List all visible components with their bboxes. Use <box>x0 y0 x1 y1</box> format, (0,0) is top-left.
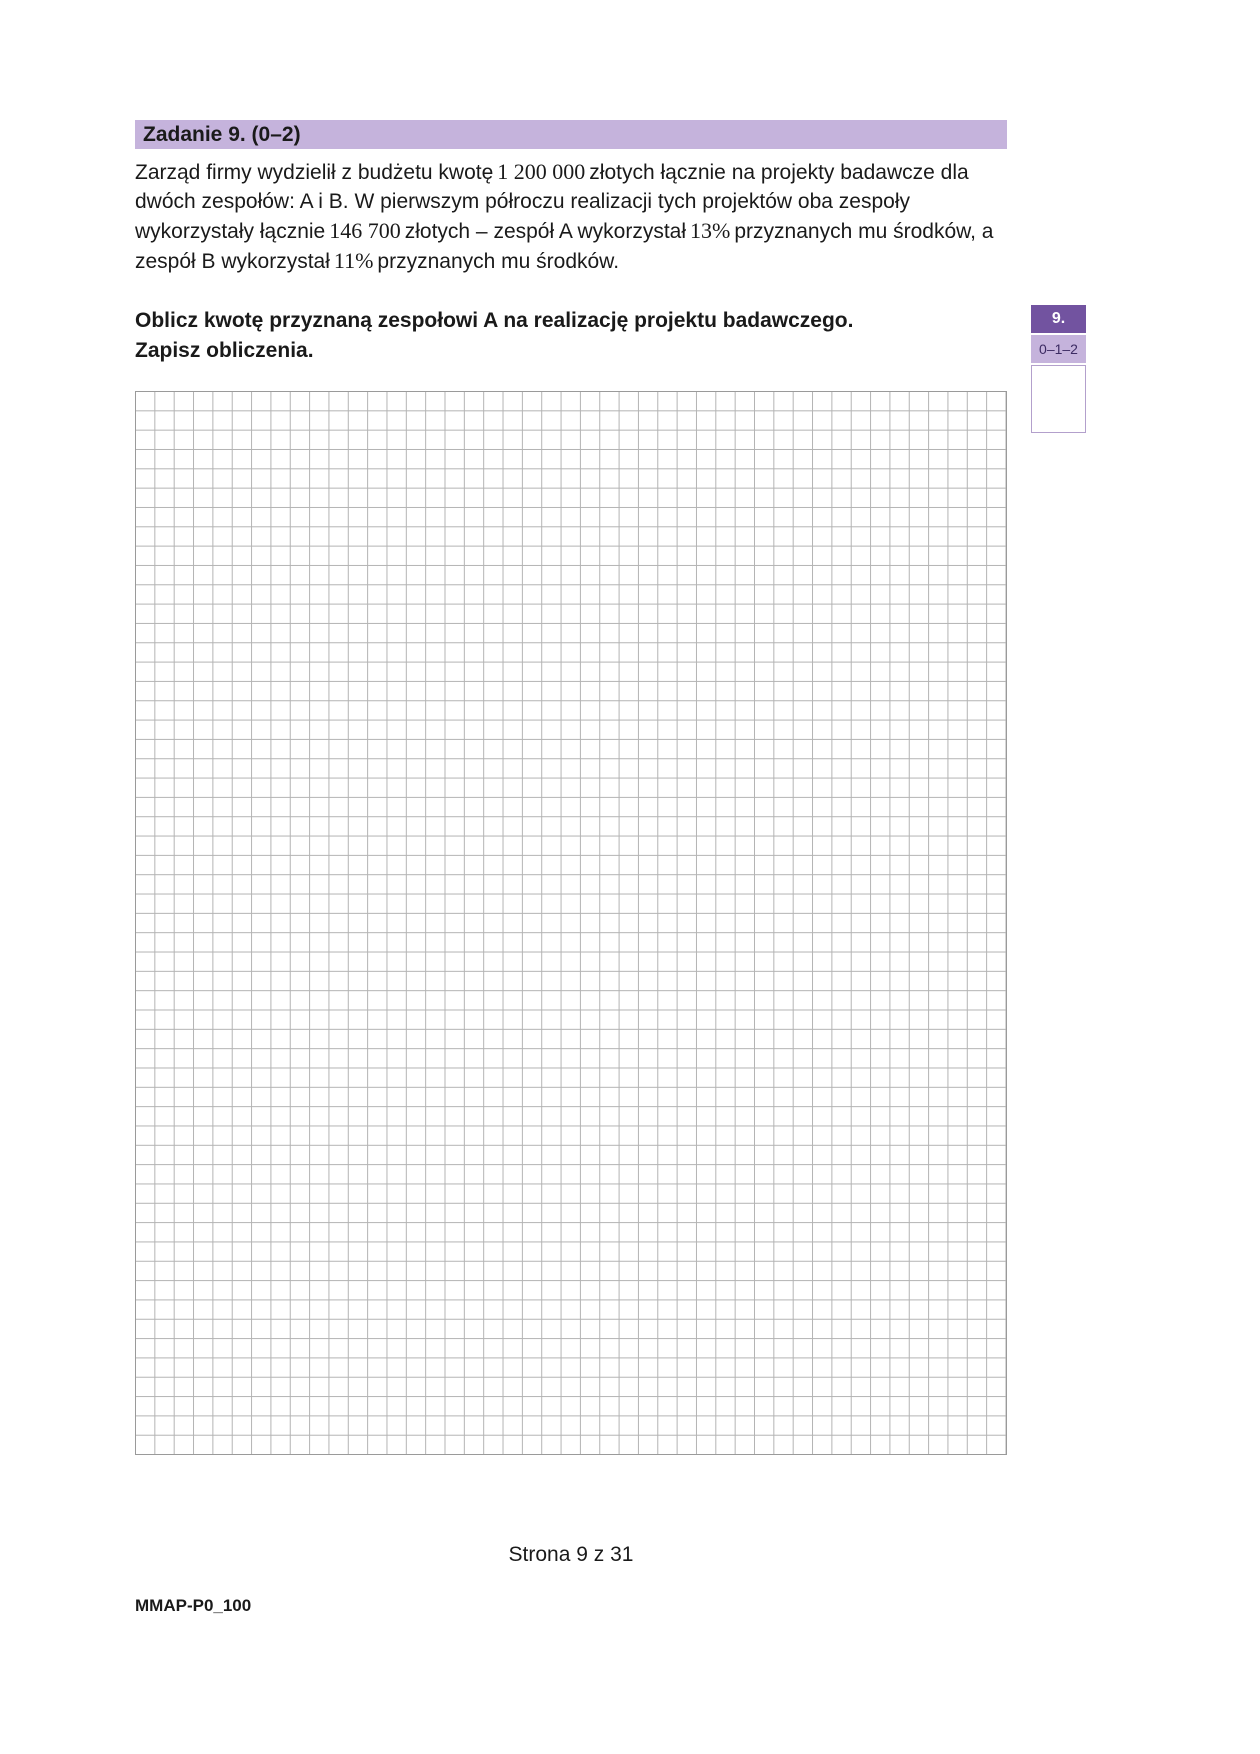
math-value-budget: 1 200 000 <box>497 159 586 184</box>
form-code: MMAP-P0_100 <box>135 1596 252 1615</box>
math-value-used-total: 146 700 <box>329 218 401 243</box>
score-points-range: 0–1–2 <box>1031 335 1086 363</box>
instruction-line-1: Oblicz kwotę przyznaną zespołowi A na realizację projektu badawczego. <box>135 309 854 332</box>
paragraph-segment: złotych łącznie na projekty badawcze dla dwóch zespołów: A i B. W pierwszym półroczu realizacji tych projektów oba zespoły wykorzystały łącznie <box>135 161 969 243</box>
paragraph-segment: złotych – zespół A wykorzystał <box>404 220 687 243</box>
task-paragraph <box>135 157 1011 276</box>
paragraph-segment: przyznanych mu środków, a zespół B wykorzystał <box>135 220 994 273</box>
paragraph-segment: Zarząd firmy wydzielił z budżetu kwotę <box>135 161 494 184</box>
task-header: Zadanie 9. (0–2) <box>135 120 1007 149</box>
score-entry-cell <box>1031 365 1086 433</box>
instruction-line-2: Zapisz obliczenia. <box>135 339 314 362</box>
score-task-number: 9. <box>1031 305 1086 333</box>
answer-grid-area <box>135 391 1007 1455</box>
page-number: Strona 9 z 31 <box>508 1543 634 1566</box>
paragraph-segment: przyznanych mu środków. <box>377 250 620 273</box>
task-instruction <box>135 306 1011 366</box>
math-value-percent-b: 11% <box>333 248 374 273</box>
score-box <box>1031 305 1086 433</box>
math-value-percent-a: 13% <box>690 218 731 243</box>
